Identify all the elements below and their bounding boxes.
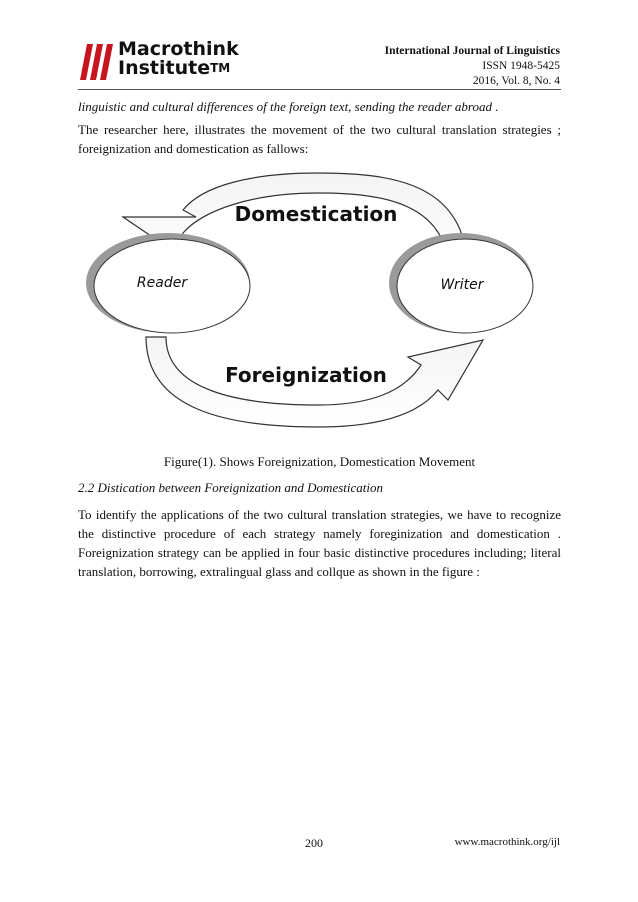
footer-url: www.macrothink.org/ijl	[454, 836, 560, 848]
continued-sentence: linguistic and cultural differences of the foreign text, sending the reader abroad .	[78, 99, 499, 114]
logo-trademark: TM	[210, 61, 231, 75]
logo-line-1: Macrothink	[118, 38, 239, 60]
reader-label: Reader	[136, 275, 188, 291]
page-number: 200	[305, 836, 323, 850]
journal-issn: ISSN 1948-5425	[482, 60, 560, 72]
figure-caption: Figure(1). Shows Foreignization, Domestication Movement	[163, 454, 476, 469]
journal-issue: 2016, Vol. 8, No. 4	[472, 75, 560, 87]
domestication-label: Domestication	[234, 202, 398, 226]
section-heading: 2.2 Distication between Foreignization and Domestication	[78, 480, 383, 495]
logo-line-2: Institute	[118, 57, 211, 79]
macrothink-logo-icon	[78, 42, 114, 82]
journal-name: International Journal of Linguistics	[384, 45, 560, 57]
header-rule	[78, 89, 561, 90]
paragraph-intro: The researcher here, illustrates the movement of the two cultural translation strategies ; foreignization and domestication as fallows:	[78, 122, 561, 156]
writer-label: Writer	[440, 277, 484, 293]
foreignization-label: Foreignization	[225, 363, 387, 387]
publisher-logo	[78, 40, 248, 84]
movement-diagram	[78, 165, 561, 440]
paragraph-procedures: To identify the applications of the two cultural translation strategies, we have to recognize the distinctive procedure of each strategy namely foreginization and domestication . Foreignization strategy can be applied in four basic distinctive procedures including; literal translation, borrowing, extralingual glass and collque as shown in the figure :	[78, 507, 561, 579]
journal-info	[385, 44, 560, 89]
cycle-diagram-svg	[78, 165, 561, 440]
